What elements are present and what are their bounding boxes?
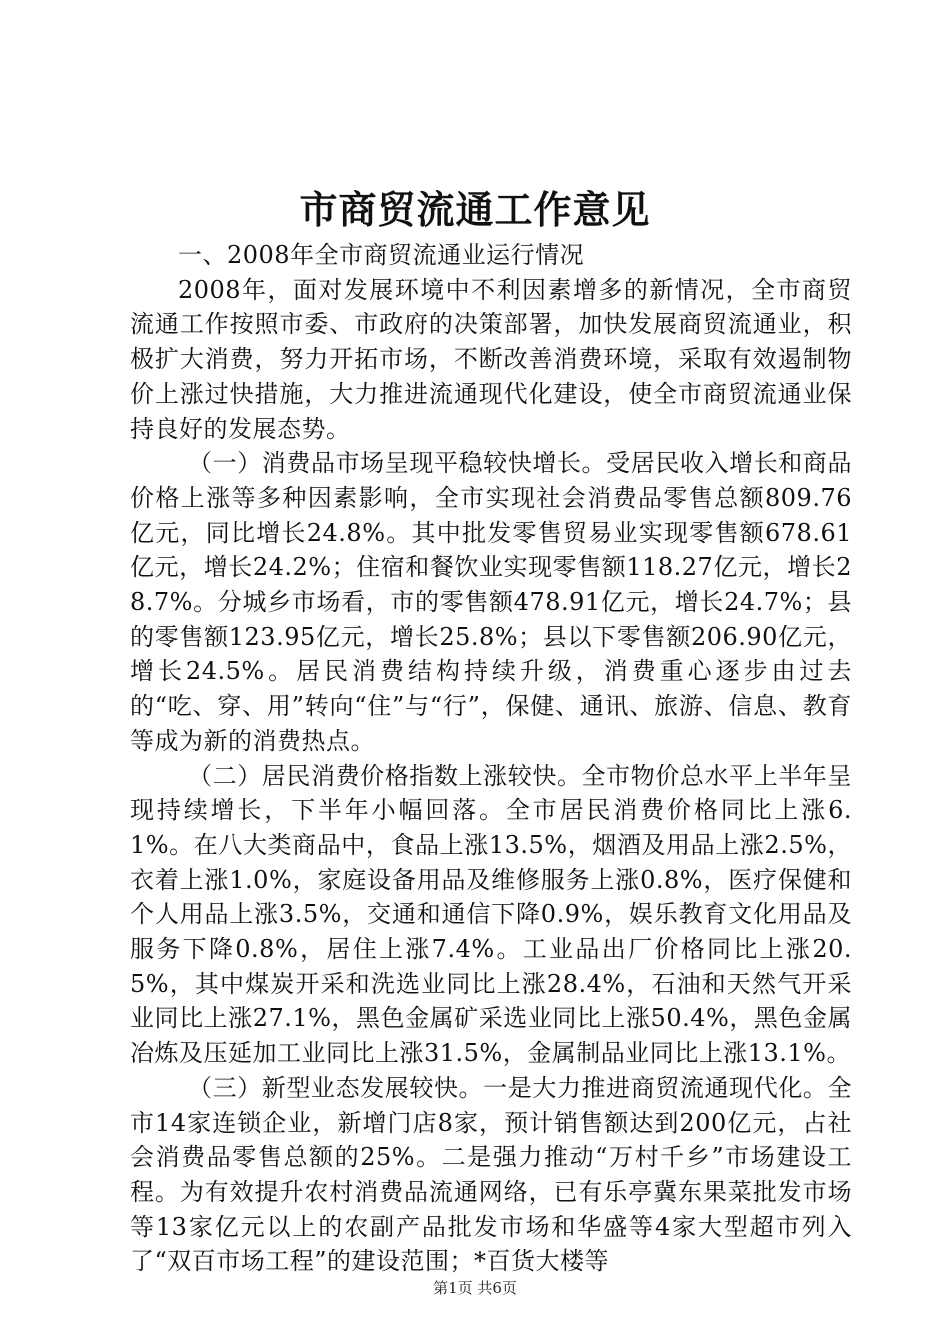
section-heading: 一、2008年全市商贸流通业运行情况 [178, 241, 585, 269]
page-number-footer: 第1页 共6页 [433, 1279, 517, 1297]
paragraph-consumer-market: （一）消费品市场呈现平稳较快增长。受居民收入增长和商品价格上涨等多种因素影响，全市实现社会消费品零售总额809.76亿元，同比增长24.8%。其中批发零售贸易业实现零售额678.61亿元，增长24.2%；住宿和餐饮业实现零售额118.27亿元，增长28.7%。分城乡市场看，市的零售额478.91亿元，增长24.7%；县的零售额123.95亿元，增长25.8%；县以下零售额206.90亿元，增长24.5%。居民消费结构持续升级，消费重心逐步由过去的“吃、穿、用”转向“住”与“行”，保健、通讯、旅游、信息、教育等成为新的消费热点。 [130, 449, 852, 755]
paragraph-price-index: （二）居民消费价格指数上涨较快。全市物价总水平上半年呈现持续增长，下半年小幅回落。全市居民消费价格同比上涨6.1%。在八大类商品中，食品上涨13.5%，烟酒及用品上涨2.5%，衣着上涨1.0%，家庭设备用品及维修服务上涨0.8%，医疗保健和个人用品上涨3.5%，交通和通信下降0.9%，娱乐教育文化用品及服务下降0.8%，居住上涨7.4%。工业品出厂价格同比上涨20.5%，其中煤炭开采和洗选业同比上涨28.4%，石油和天然气开采业同比上涨27.1%，黑色金属矿采选业同比上涨50.4%，黑色金属冶炼及压延加工业同比上涨31.5%，金属制品业同比上涨13.1%。 [130, 761, 852, 1068]
paragraph-intro: 2008年，面对发展环境中不利因素增多的新情况，全市商贸流通工作按照市委、市政府的决策部署，加快发展商贸流通业，积极扩大消费，努力开拓市场，不断改善消费环境，采取有效遏制物价上涨过快措施，大力推进流通现代化建设，使全市商贸流通业保持良好的发展态势。 [130, 275, 852, 443]
paragraph-new-formats: （三）新型业态发展较快。一是大力推进商贸流通现代化。全市14家连锁企业，新增门店8家，预计销售额达到200亿元，占社会消费品零售总额的25%。二是强力推动“万村千乡”市场建设工程。为有效提升农村消费品流通网络，已有乐亭冀东果菜批发市场等13家亿元以上的农副产品批发市场和华盛等4家大型超市列入了“双百市场工程”的建设范围；*百货大楼等 [130, 1073, 852, 1276]
document-body [130, 238, 852, 1279]
document-title: 市商贸流通工作意见 [299, 187, 651, 232]
